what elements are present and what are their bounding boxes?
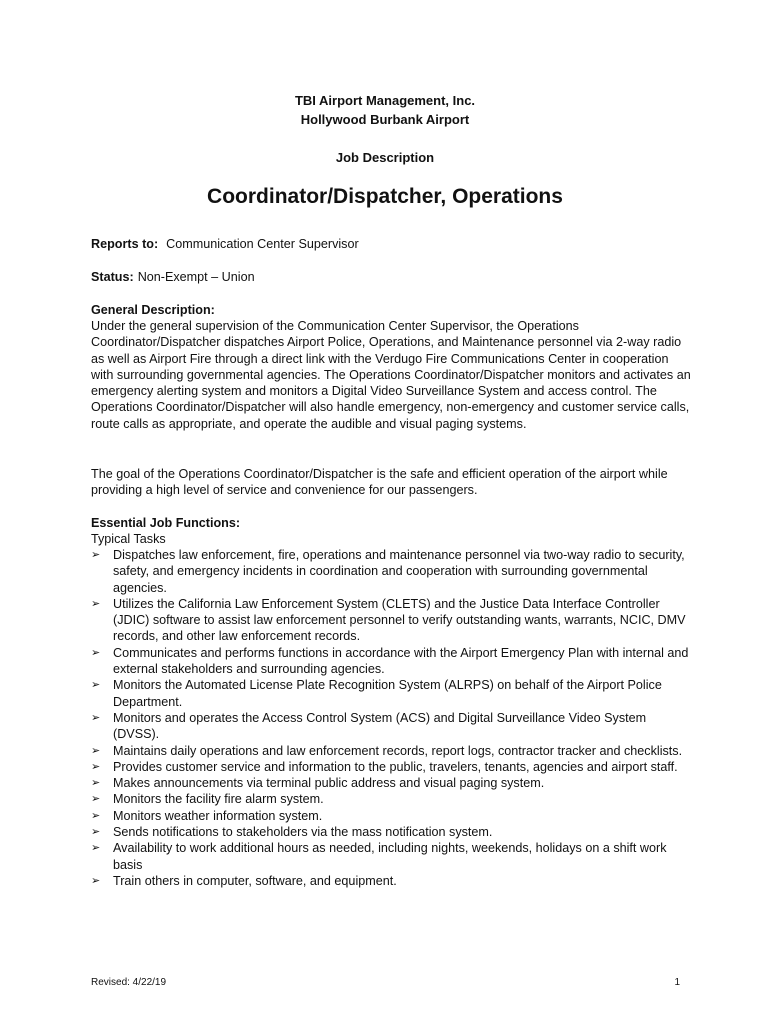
reports-to-value: Communication Center Supervisor: [166, 237, 359, 251]
document-type: Job Description: [335, 150, 435, 165]
general-description-heading: General Description:: [91, 303, 215, 317]
list-item: [91, 840, 691, 873]
arrow-bullet-icon: ➢: [91, 744, 101, 757]
list-item: [91, 710, 691, 743]
list-item: [91, 775, 691, 791]
list-item: [91, 547, 691, 596]
arrow-bullet-icon: ➢: [91, 842, 101, 855]
job-title: Coordinator/Dispatcher, Operations: [207, 185, 563, 208]
task-text: Sends notifications to stakeholders via the mass notification system.: [113, 825, 493, 840]
list-item: [91, 791, 691, 807]
essential-functions-heading: Essential Job Functions:: [91, 516, 241, 530]
arrow-bullet-icon: ➢: [91, 777, 101, 790]
list-item: [91, 824, 691, 840]
reports-to-label: Reports to:: [91, 237, 159, 251]
status-value: Non-Exempt – Union: [137, 270, 255, 284]
goal-paragraph: The goal of the Operations Coordinator/Dispatcher is the safe and efficient operation of the airport while providing a high level of service and convenience for our passengers.: [91, 467, 668, 498]
list-item: [91, 759, 691, 775]
task-text: Monitors the Automated License Plate Recognition System (ALRPS) on behalf of the Airport Police Department.: [113, 678, 662, 709]
list-item: [91, 873, 691, 889]
list-item: [91, 645, 691, 678]
arrow-bullet-icon: ➢: [91, 809, 101, 822]
company-name: TBI Airport Management, Inc.: [294, 93, 476, 108]
task-text: Maintains daily operations and law enforcement records, report logs, contractor tracker and checklists.: [113, 743, 683, 758]
status-line: [91, 269, 691, 285]
task-list: [91, 547, 691, 889]
task-text: Availability to work additional hours as needed, including nights, weekends, holidays on a shift work basis: [113, 841, 667, 872]
general-description-text: Under the general supervision of the Communication Center Supervisor, the Operations Coordinator/Dispatcher dispatches Airport Police, Operations, and Maintenance personnel via 2-way radio as well as Airport Fire through a direct link with the Verdugo Fire Communications Center in cooperation with surrounding governmental agencies. The Operations Coordinator/Dispatcher monitors and activates an emergency alerting system and monitors a Digital Video Surveillance System and access control. The Operations Coordinator/Dispatcher will also handle emergency, non-emergency and customer service calls, route calls as appropriate, and operate the audible and visual paging systems.: [91, 319, 691, 431]
arrow-bullet-icon: ➢: [91, 549, 101, 561]
list-item: [91, 596, 691, 645]
typical-tasks-subheading: Typical Tasks: [91, 532, 166, 546]
task-text: Train others in computer, software, and equipment.: [113, 873, 397, 888]
list-item: [91, 743, 691, 759]
list-item: [91, 808, 691, 824]
status-label: Status:: [91, 270, 134, 284]
list-item: [91, 677, 691, 710]
arrow-bullet-icon: ➢: [91, 679, 101, 692]
task-text: Dispatches law enforcement, fire, operations and maintenance personnel via two-way radio to security, safety, and emergency incidents in coordination and cooperation with surrounding governmental agencies.: [113, 548, 685, 595]
revised-date: Revised: 4/22/19: [91, 977, 167, 988]
arrow-bullet-icon: ➢: [91, 597, 101, 610]
task-text: Utilizes the California Law Enforcement System (CLETS) and the Justice Data Interface Controller (JDIC) software to assist law enforcement personnel to verify outstanding wants, warrants, NCIC, DMV records, and other law enforcement records.: [113, 596, 686, 644]
arrow-bullet-icon: ➢: [91, 646, 101, 659]
arrow-bullet-icon: ➢: [91, 711, 101, 724]
task-text: Makes announcements via terminal public address and visual paging system.: [113, 776, 545, 791]
arrow-bullet-icon: ➢: [91, 874, 101, 887]
task-text: Monitors the facility fire alarm system.: [113, 792, 324, 807]
arrow-bullet-icon: ➢: [91, 793, 101, 806]
task-text: Monitors weather information system.: [113, 808, 323, 823]
arrow-bullet-icon: ➢: [91, 826, 101, 839]
task-text: Communicates and performs functions in accordance with the Airport Emergency Plan with internal and external stakeholders and surrounding agencies.: [113, 645, 689, 677]
reports-to-line: [91, 236, 691, 252]
arrow-bullet-icon: ➢: [91, 760, 101, 773]
task-text: Monitors and operates the Access Control System (ACS) and Digital Surveillance Video System (DVSS).: [113, 710, 647, 742]
page-number: 1: [674, 977, 680, 988]
task-text: Provides customer service and information to the public, travelers, tenants, agencies and airport staff.: [113, 759, 678, 774]
airport-name: Hollywood Burbank Airport: [300, 112, 470, 127]
